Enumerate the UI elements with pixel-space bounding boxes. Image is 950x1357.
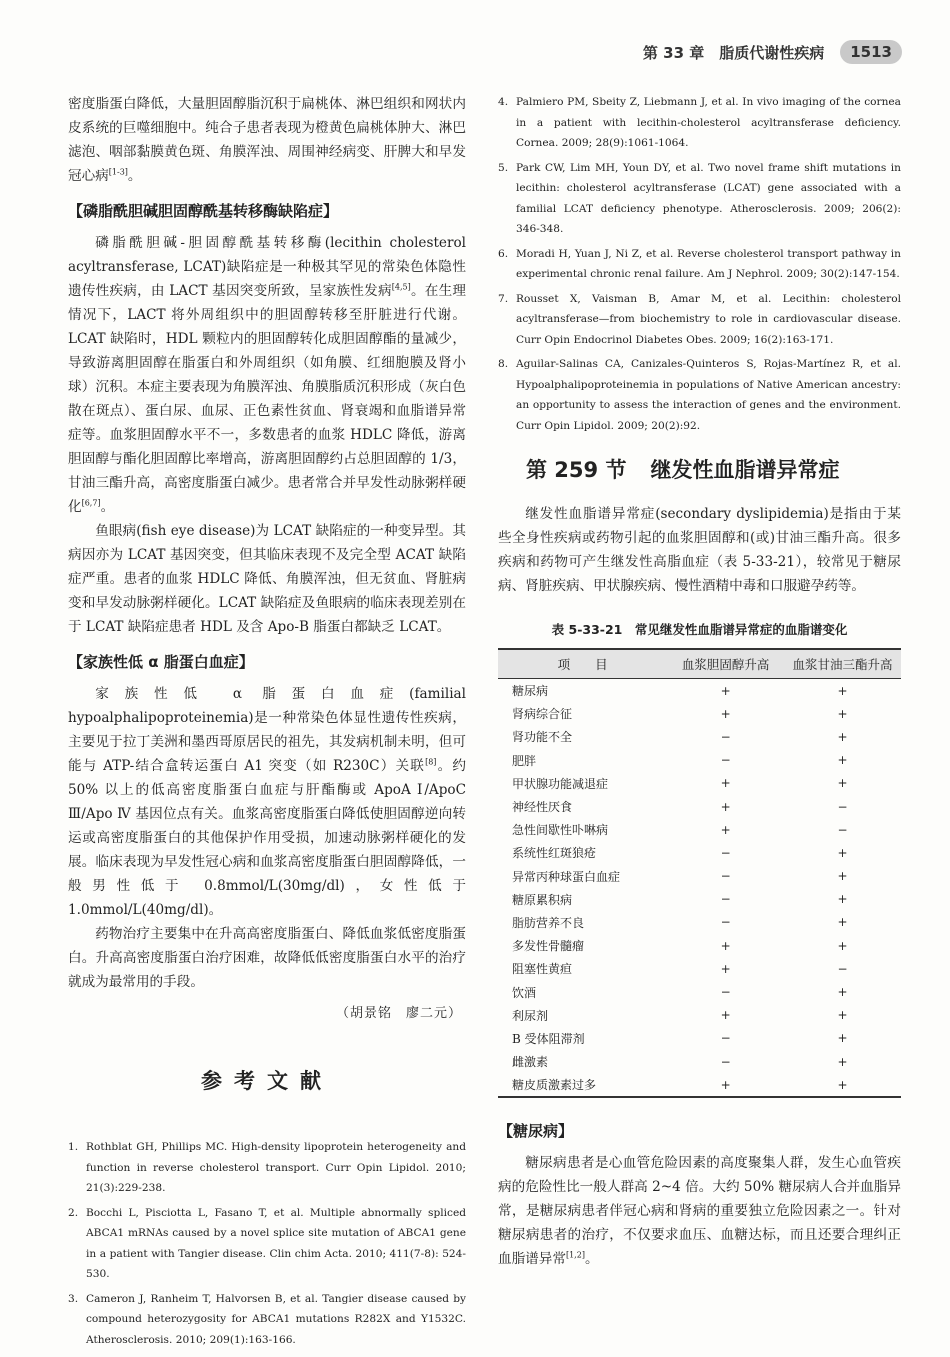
table-row	[498, 957, 901, 980]
table-row	[498, 1050, 901, 1073]
reference-list-right	[498, 92, 901, 436]
reference-item: 1. Rothblat GH, Phillips MC. High-density lipoprotein heterogeneity and function in reverse cholesterol transport. Curr Opin Lipidol. 2010; 21(3):229-238.	[68, 1141, 466, 1194]
table-header-row	[498, 649, 901, 679]
diabetes-paragraph: 糖尿病患者是心血管危险因素的高度聚集人群，发生心血管疾病的危险性比一般人群高 2~4 倍。大约 50% 糖尿病人合并血脂异常，是糖尿病患者伴冠心病和肾病的重要独立危险因素之一。针对糖尿病患者的治疗，不仅要求血压、血糖达标，而且还要合理纠正血脂谱异常[1,2]。	[498, 1155, 901, 1268]
value-cell: +	[720, 938, 731, 953]
value-cell: −	[720, 729, 731, 744]
value-cell: +	[720, 961, 731, 976]
lipid-profile-table	[498, 648, 901, 1098]
reference-item: 3. Cameron J, Ranheim T, Halvorsen B, et al. Tangier disease caused by compound heterozygosity for ABCA1 mutations R282X and Y1532C. Atherosclerosis. 2010; 209(1):163-166.	[68, 1292, 466, 1346]
value-cell: −	[720, 1031, 731, 1046]
value-cell: −	[720, 869, 731, 884]
condition-cell: 肾功能不全	[512, 730, 573, 745]
value-cell: +	[837, 1054, 848, 1069]
intro-paragraph: 密度脂蛋白降低，大量胆固醇脂沉积于扁桃体、淋巴组织和网状内皮系统的巨噬细胞中。纯合子患者表现为橙黄色扁桃体肿大、淋巴滤泡、咽部黏膜黄色斑、角膜浑浊、周围神经病变、肝脾大和早发冠心病[1-3]。	[68, 96, 466, 184]
value-cell: +	[837, 729, 848, 744]
reference-item: 4. Palmiero PM, Sbeity Z, Liebmann J, et al. In vivo imaging of the cornea in a patient with lecithin-cholesterol acyltransferase deficiency. Cornea. 2009; 28(9):1061-1064.	[498, 96, 901, 149]
value-cell: +	[837, 985, 848, 1000]
table-row	[498, 679, 901, 703]
value-cell: +	[837, 706, 848, 721]
condition-cell: 糖尿病	[512, 684, 549, 699]
right-column	[498, 92, 901, 1271]
reference-item: 7. Rousset X, Vaisman B, Amar M, et al. Lecithin: cholesterol acyltransferase—from biochemistry to role in cardiovascular disease. Curr Opin Endocrinol Diabetes Obes. 2009; 16(2):163-171.	[498, 292, 901, 346]
condition-cell: 糖原累积病	[512, 892, 573, 907]
lcat-paragraph-2: 鱼眼病(fish eye disease)为 LCAT 缺陷症的一种变异型。其病因亦为 LCAT 基因突变，但其临床表现不及完全型 ACAT 缺陷症严重。患者的血浆 HDLC 降低、角膜浑浊，但无贫血、肾脏病变和早发动脉粥样硬化。LCAT 缺陷症及鱼眼病的临床表现差别在于 LCAT 缺陷症患者 HDL 及含 Apo-B 脂蛋白都缺乏 LCAT。	[68, 523, 466, 635]
condition-cell: 雌激素	[512, 1055, 549, 1070]
left-column	[68, 92, 466, 1354]
table-row	[498, 725, 901, 748]
column-header: 项 目	[498, 649, 667, 679]
table-row	[498, 1027, 901, 1050]
value-cell: +	[837, 776, 848, 791]
table-row	[498, 772, 901, 795]
reference-list-left	[68, 1137, 466, 1350]
condition-cell: 饮酒	[512, 985, 537, 1000]
value-cell: +	[837, 915, 848, 930]
value-cell: −	[720, 985, 731, 1000]
table-row	[498, 795, 901, 818]
secondary-dyslipidemia-paragraph: 继发性血脂谱异常症(secondary dyslipidemia)是指由于某些全身性疾病或药物引起的血浆胆固醇和(或)甘油三酯升高。很多疾病和药物可产生继发性高脂血症（表 5-33-21），较常见于糖尿病、肾脏疾病、甲状腺疾病、慢性酒精中毒和口服避孕药等。	[498, 506, 901, 594]
value-cell: −	[720, 753, 731, 768]
condition-cell: 系统性红斑狼疮	[512, 846, 597, 861]
condition-cell: 肥胖	[512, 753, 537, 768]
value-cell: +	[837, 869, 848, 884]
section-title-diabetes: 【糖尿病】	[498, 1122, 574, 1141]
condition-cell: Β 受体阻滞剂	[512, 1031, 585, 1046]
reference-item: 2. Bocchi L, Pisciotta L, Fasano T, et al. Multiple abnormally spliced ABCA1 mRNAs caused by a novel splice site mutation of ABCA1 gene in a patient with Tangier disease. Clin chim Acta. 2010; 411(7-8): 524-530.	[68, 1206, 466, 1280]
condition-cell: 肾病综合征	[512, 707, 573, 722]
condition-cell: 利尿剂	[512, 1008, 549, 1023]
value-cell: +	[720, 822, 731, 837]
section-title-hypoalpha: 【家族性低 α 脂蛋白血症】	[68, 653, 254, 671]
condition-cell: 糖皮质激素过多	[498, 1073, 667, 1097]
value-cell: +	[720, 1008, 731, 1023]
value-cell: +	[720, 799, 731, 814]
condition-cell: 异常丙种球蛋白血症	[512, 869, 621, 884]
table-row	[498, 818, 901, 841]
table-row	[498, 888, 901, 911]
value-cell: +	[837, 1008, 848, 1023]
table-row	[498, 980, 901, 1003]
value-cell: −	[720, 845, 731, 860]
reference-item: 5. Park CW, Lim MH, Youn DY, et al. Two novel frame shift mutations in lecithin: cholesterol acyltransferase (LCAT) gene associated with a familial LCAT deficiency phenotype. Atherosclerosis. 2009; 206(2): 346-348.	[498, 161, 901, 235]
table-row	[498, 1073, 901, 1097]
table-row	[498, 911, 901, 934]
column-header: 血浆胆固醇升高	[667, 649, 784, 679]
value-cell: +	[784, 1073, 901, 1097]
value-cell: +	[720, 683, 731, 698]
table-caption: 表 5-33-21 常见继发性血脂谱异常症的血脂谱变化	[551, 622, 848, 637]
chapter-title: 第 33 章 脂质代谢性疾病	[642, 43, 825, 62]
value-cell: +	[837, 892, 848, 907]
author-signature: （胡景铭 廖二元）	[335, 1006, 462, 1021]
value-cell: +	[837, 1031, 848, 1046]
section-heading-259: 第 259 节 继发性血脂谱异常症	[526, 458, 840, 482]
value-cell: −	[837, 799, 848, 814]
section-title-lcat: 【磷脂酰胆碱胆固醇酰基转移酶缺陷症】	[68, 202, 339, 220]
value-cell: +	[837, 683, 848, 698]
table-row	[498, 865, 901, 888]
value-cell: −	[837, 961, 848, 976]
value-cell: +	[837, 938, 848, 953]
condition-cell: 急性间歇性卟啉病	[512, 823, 609, 838]
value-cell: +	[720, 706, 731, 721]
reference-item: 8. Aguilar-Salinas CA, Canizales-Quinteros S, Rojas-Martínez R, et al. Hypoalphalipoproteinemia in populations of Native American ancestry: an opportunity to assess the interaction of genes and the environment. Curr Opin Lipidol. 2009; 20(2):92.	[498, 358, 901, 432]
page-header	[643, 40, 902, 64]
table-row	[498, 749, 901, 772]
hypoalpha-paragraph-1: 家族性低 α 脂蛋白血症(familial hypoalphalipoproteinemia)是一种常染色体显性遗传性疾病，主要见于拉丁美洲和墨西哥原居民的祖先，其发病机制未明，但可能与 ATP-结合盒转运蛋白 A1 突变（如 R230C）关联[8]。约 50% 以上的低高密度脂蛋白血症与肝酯酶或 ApoA Ⅰ/ApoC Ⅲ/Apo Ⅳ 基因位点有关。血浆高密度脂蛋白降低使胆固醇逆向转运或高密度脂蛋白的其他保护作用受损，加速动脉粥样硬化的发展。临床表现为早发性冠心病和血浆高密度脂蛋白胆固醇降低，一般男性低于 0.8mmol/L(30mg/dl)，女性低于 1.0mmol/L(40mg/dl)。	[68, 686, 466, 918]
hypoalpha-paragraph-2: 药物治疗主要集中在升高高密度脂蛋白、降低血浆低密度脂蛋白。升高高密度脂蛋白治疗困难，故降低低密度脂蛋白水平的治疗就成为最常用的手段。	[68, 926, 466, 990]
condition-cell: 多发性骨髓瘤	[512, 939, 585, 954]
condition-cell: 脂肪营养不良	[512, 915, 585, 930]
value-cell: +	[720, 776, 731, 791]
value-cell: +	[667, 1073, 784, 1097]
value-cell: −	[720, 1054, 731, 1069]
value-cell: +	[837, 753, 848, 768]
references-title: 参考文献	[201, 1069, 333, 1093]
value-cell: +	[837, 845, 848, 860]
value-cell: −	[837, 822, 848, 837]
condition-cell: 甲状腺功能减退症	[512, 776, 609, 791]
condition-cell: 阻塞性黄疸	[512, 962, 573, 977]
value-cell: −	[720, 915, 731, 930]
page-number: 1513	[840, 40, 902, 64]
condition-cell: 神经性厌食	[512, 800, 573, 815]
table-row	[498, 841, 901, 864]
table-row	[498, 702, 901, 725]
value-cell: −	[720, 892, 731, 907]
column-header: 血浆甘油三酯升高	[784, 649, 901, 679]
table-row	[498, 1004, 901, 1027]
table-row	[498, 934, 901, 957]
lcat-paragraph-1: 磷脂酰胆碱-胆固醇酰基转移酶(lecithin cholesterol acyltransferase, LCAT)缺陷症是一种极其罕见的常染色体隐性遗传性疾病，由 LACT 基因突变所致，呈家族性发病[4,5]。在生理情况下，LACT 将外周组织中的胆固醇转移至肝脏进行代谢。LCAT 缺陷时，HDL 颗粒内的胆固醇转化成胆固醇酯的量减少，导致游离胆固醇在脂蛋白和外周组织（如角膜、红细胞膜及肾小球）沉积。本症主要表现为角膜浑浊、角膜脂质沉积形成（灰白色散在斑点）、蛋白尿、血尿、正色素性贫血、肾衰竭和血脂谱异常症等。血浆胆固醇水平不一，多数患者的血浆 HDLC 降低，游离胆固醇与酯化胆固醇比率增高，游离胆固醇约占总胆固醇的 1/3，甘油三酯升高，高密度脂蛋白减少。患者常合并早发性动脉粥样硬化[6,7]。	[68, 235, 467, 515]
reference-item: 6. Moradi H, Yuan J, Ni Z, et al. Reverse cholesterol transport pathway in experimental chronic renal failure. Am J Nephrol. 2009; 30(2):147-154.	[498, 247, 901, 280]
